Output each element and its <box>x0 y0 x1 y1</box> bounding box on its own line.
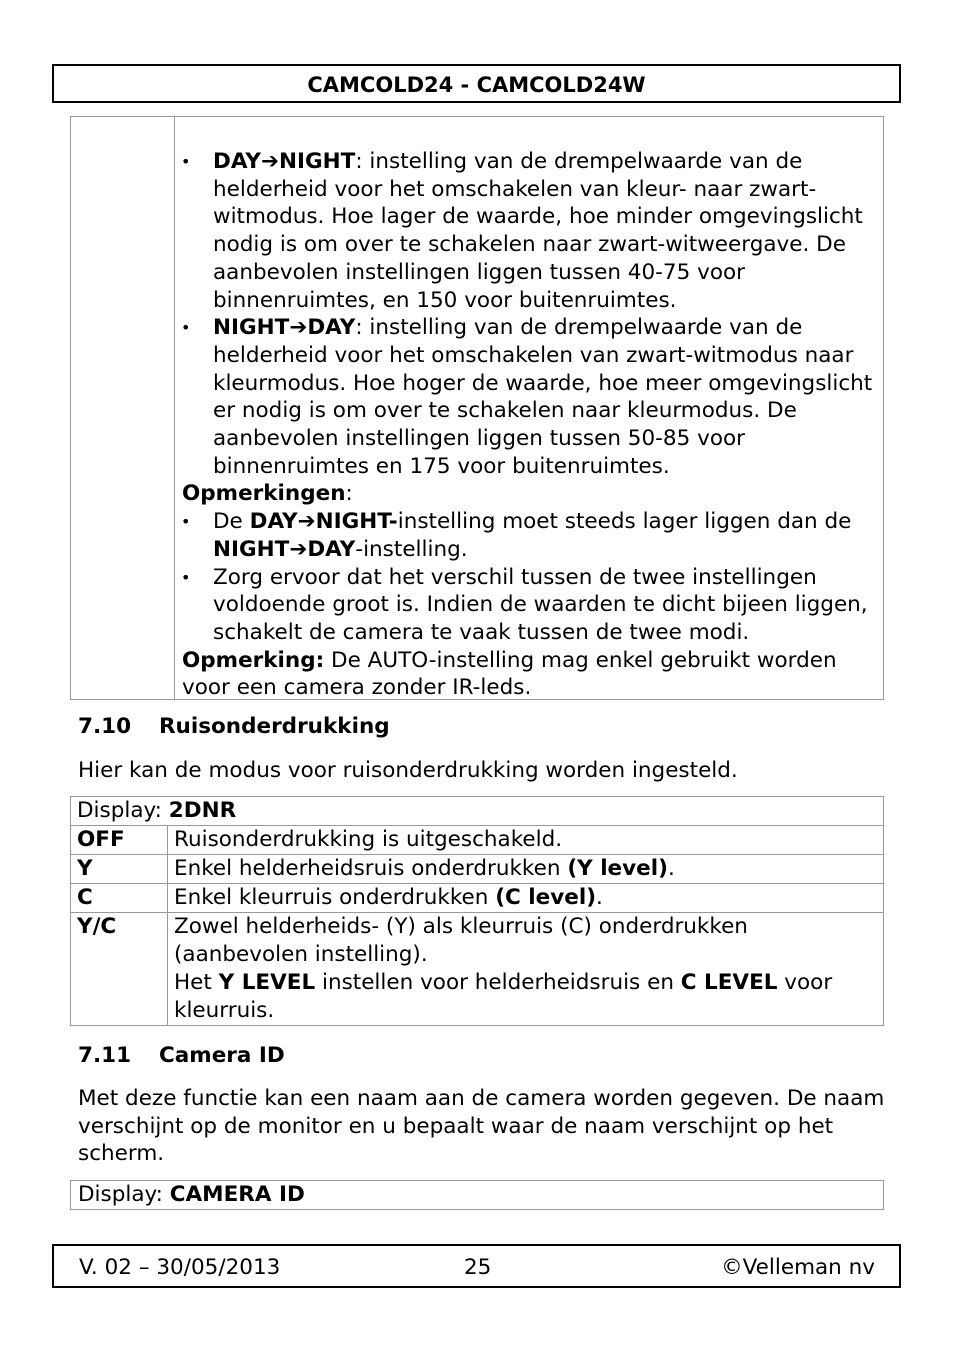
notes-colon: : <box>345 481 353 507</box>
note-text: Zorg ervoor dat het verschil tussen de twee instellingen voldoende groot is. Indien de waarden te dicht bijeen liggen, schakelt de camera te vaak tussen de twee modi. <box>213 564 868 645</box>
arrow-right-icon: ➔ <box>297 509 316 535</box>
settings-table-right-cell <box>181 148 881 702</box>
option-text: instellen voor helderheidsruis en <box>315 970 681 995</box>
list-item <box>181 508 881 563</box>
table-row <box>71 884 884 913</box>
option-text: Zowel helderheids- (Y) als kleurruis (C) onderdrukken (aanbevolen instelling). <box>174 914 748 967</box>
option-text: Het <box>174 970 219 995</box>
remark-text: De AUTO-instelling mag enkel gebruikt worden voor een camera zonder IR-leds. <box>182 647 837 701</box>
label-night: NIGHT <box>213 315 290 341</box>
table-row <box>71 855 884 884</box>
section-intro: Hier kan de modus voor ruisonderdrukking worden ingesteld. <box>78 758 738 783</box>
night-day-text: : instelling van de drempelwaarde van de helderheid voor het omschakelen van zwart-witmodus naar kleurmodus. Hoe hoger de waarde, hoe meer omgevingslicht er nodig is om over te schakelen naar kleurmodus. De aanbevolen instellingen liggen tussen 50-85 voor binnenruimtes en 175 voor buitenruimtes. <box>213 315 873 479</box>
option-text: Ruisonderdrukking is uitgeschakeld. <box>174 827 563 852</box>
notes-heading <box>182 480 881 508</box>
camera-id-display-table <box>70 1180 884 1210</box>
option-text: . <box>667 856 675 881</box>
arrow-right-icon: ➔ <box>261 149 280 174</box>
list-item <box>181 564 881 647</box>
label-day: DAY <box>249 509 298 535</box>
display-label: Display: <box>77 798 169 823</box>
settings-table-left-cell <box>71 117 175 699</box>
settings-table <box>70 116 884 700</box>
note-text: -instelling. <box>355 536 468 562</box>
header-title: CAMCOLD24 - CAMCOLD24W <box>307 73 646 97</box>
notes-title: Opmerkingen <box>182 481 346 507</box>
option-description <box>168 855 884 884</box>
option-text: . <box>596 885 603 910</box>
option-key: Y/C <box>71 913 168 1026</box>
page-header <box>52 64 901 103</box>
option-key: Y <box>71 855 168 884</box>
note-text: De <box>213 509 250 535</box>
label-day: DAY <box>213 149 261 174</box>
label-night: NIGHT- <box>315 509 398 535</box>
list-item <box>181 148 881 314</box>
label-night: NIGHT <box>279 149 356 174</box>
option-text: Enkel kleurruis onderdrukken <box>174 885 496 910</box>
option-text: voor kleurruis. <box>174 970 833 1023</box>
table-row <box>71 826 884 855</box>
list-item <box>181 314 881 480</box>
option-key: C <box>71 884 168 913</box>
label-day: DAY <box>307 536 356 562</box>
option-bold: (Y level) <box>567 856 668 881</box>
table-row <box>71 913 884 1026</box>
option-description <box>168 884 884 913</box>
display-cell <box>71 797 884 826</box>
option-bold: C LEVEL <box>680 970 778 995</box>
display-value: CAMERA ID <box>169 1182 305 1207</box>
option-text-line2 <box>174 969 877 1025</box>
remark <box>182 647 881 702</box>
table-row <box>71 797 884 826</box>
footer-version: V. 02 – 30/05/2013 <box>79 1255 281 1280</box>
display-value: 2DNR <box>168 798 237 823</box>
option-bold: (C level) <box>495 885 597 910</box>
section-intro: Met deze functie kan een naam aan de camera worden gegeven. De naam verschijnt op de monitor en u bepaalt waar de naam verschijnt op het scherm. <box>78 1086 885 1167</box>
label-night: NIGHT <box>213 536 290 562</box>
label-day: DAY <box>307 315 356 341</box>
noise-reduction-table <box>70 796 884 1026</box>
section-number: 7.11 <box>78 1043 132 1068</box>
footer-page-number: 25 <box>464 1255 492 1280</box>
note-text: instelling moet steeds lager liggen dan de <box>397 509 852 535</box>
section-title: Ruisonderdrukking <box>159 714 390 739</box>
option-text: Enkel helderheidsruis onderdrukken <box>174 856 568 881</box>
page-footer <box>52 1244 901 1288</box>
remark-label: Opmerking: <box>182 647 325 673</box>
display-label: Display: <box>78 1182 170 1207</box>
option-description <box>168 826 884 855</box>
option-description <box>168 913 884 1026</box>
day-night-list <box>181 148 881 480</box>
section-heading-7-11 <box>78 1043 285 1068</box>
notes-list <box>181 508 881 647</box>
option-bold: Y LEVEL <box>218 970 316 995</box>
section-heading-7-10 <box>78 714 390 739</box>
footer-copyright: ©Velleman nv <box>721 1255 875 1280</box>
arrow-right-icon: ➔ <box>289 315 308 341</box>
arrow-right-icon: ➔ <box>289 536 308 562</box>
day-night-text: : instelling van de drempelwaarde van de helderheid voor het omschakelen van kleur- naar zwart-witmodus. Hoe lager de waarde, hoe minder omgevingslicht nodig is om over te schakelen naar zwart-witweergave. De aanbevolen instellingen liggen tussen 40-75 voor binnenruimtes, en 150 voor buitenruimtes. <box>213 149 863 313</box>
section-title: Camera ID <box>159 1043 285 1068</box>
section-number: 7.10 <box>78 714 132 739</box>
option-key: OFF <box>71 826 168 855</box>
